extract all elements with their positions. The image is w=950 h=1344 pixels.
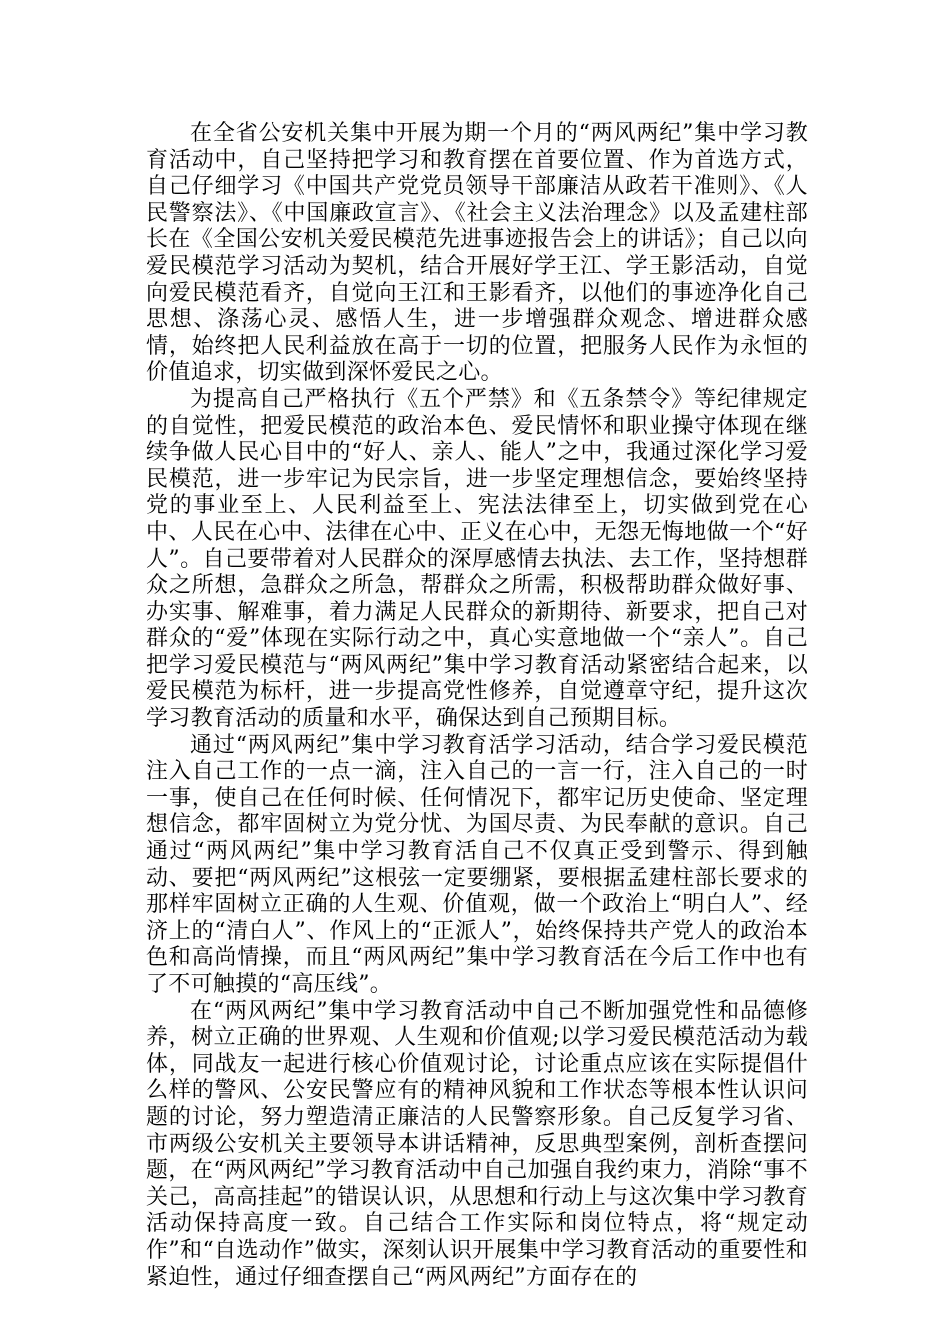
paragraph-4: 在“两风两纪”集中学习教育活动中自己不断加强党性和品德修养，树立正确的世界观、人生观和价值观;以学习爱民模范活动为载体，同战友一起进行核心价值观讨论，讨论重点应该在实际提倡什么样的警风、公安民警应有的精神风貌和工作状态等根本性认识问题的讨论，努力塑造清正廉洁的人民警察形象。自己反复学习省、市两级公安机关主要领导本讲话精神，反思典型案例，剖析查摆问题，在“两风两纪”学习教育活动中自己加强自我约束力，消除“事不关己，高高挂起”的错误认识，从思想和行动上与这次集中学习教育活动保持高度一致。自己结合工作实际和岗位特点，将“规定动作”和“自选动作”做实，深刻认识开展集中学习教育活动的重要性和紧迫性，通过仔细查摆自己“两风两纪”方面存在的 [146,998,808,1290]
paragraph-3: 通过“两风两纪”集中学习教育活学习活动，结合学习爱民模范注入自己工作的一点一滴，注入自己的一言一行，注入自己的一时一事，使自己在任何时候、任何情况下，都牢记历史使命、坚定理想信念，都牢固树立为党分忧、为国尽责、为民奉献的意识。自己通过“两风两纪”集中学习教育活自己不仅真正受到警示、得到触动、要把“两风两纪”这根弦一定要绷紧，要根据孟建柱部长要求的那样牢固树立正确的人生观、价值观，做一个政治上“明白人”、经济上的“清白人”、作风上的“正派人”，始终保持共产党人的政治本色和高尚情操，而且“两风两纪”集中学习教育活在今后工作中也有了不可触摸的“高压线”。 [146,732,808,997]
paragraph-1: 在全省公安机关集中开展为期一个月的“两风两纪”集中学习教育活动中，自己坚持把学习和教育摆在首要位置、作为首选方式，自己仔细学习《中国共产党党员领导干部廉洁从政若干准则》、《人民警察法》、《中国廉政宣言》、《社会主义法治理念》以及孟建柱部长在《全国公安机关爱民模范先进事迹报告会上的讲话》；自己以向爱民模范学习活动为契机，结合开展好学王江、学王影活动，自觉向爱民模范看齐，自觉向王江和王影看齐，以他们的事迹净化自己思想、涤荡心灵、感悟人生，进一步增强群众观念、增进群众感情，始终把人民利益放在高于一切的位置，把服务人民作为永恒的价值追求，切实做到深怀爱民之心。 [146,121,808,386]
paragraph-2: 为提高自己严格执行《五个严禁》和《五条禁令》等纪律规定的自觉性，把爱民模范的政治本色、爱民情怀和职业操守体现在继续争做人民心目中的“好人、亲人、能人”之中，我通过深化学习爱民模范，进一步牢记为民宗旨，进一步坚定理想信念，要始终坚持党的事业至上、人民利益至上、宪法法律至上，切实做到党在心中、人民在心中、法律在心中、正义在心中，无怨无悔地做一个“好人”。自己要带着对人民群众的深厚感情去执法、去工作，坚持想群众之所想，急群众之所急，帮群众之所需，积极帮助群众做好事、办实事、解难事，着力满足人民群众的新期待、新要求，把自己对群众的“爱”体现在实际行动之中，真心实意地做一个“亲人”。自己把学习爱民模范与“两风两纪”集中学习教育活动紧密结合起来，以爱民模范为标杆，进一步提高党性修养，自觉遵章守纪，提升这次学习教育活动的质量和水平，确保达到自己预期目标。 [146,386,808,732]
document-body [146,121,808,1291]
